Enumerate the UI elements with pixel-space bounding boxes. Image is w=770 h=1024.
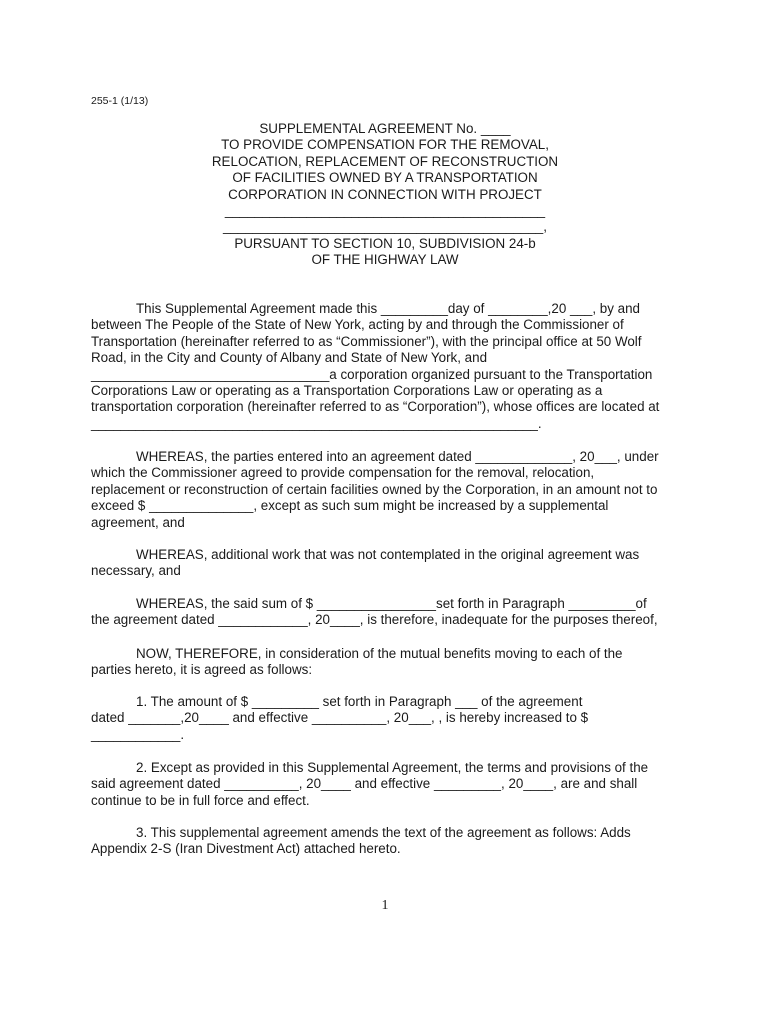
title-line: ___________________________________________, xyxy=(223,219,547,235)
title-line: OF THE HIGHWAY LAW xyxy=(311,252,459,268)
paragraph-line: NOW, THEREFORE, in consideration of the mutual benefits moving to each of the xyxy=(136,646,623,661)
paragraph-line: transportation corporation (hereinafter referred to as “Corporation”), whose offices are located at xyxy=(91,399,660,415)
clause-1-paragraph xyxy=(91,694,691,743)
paragraph-line: ____________________________________________________________. xyxy=(91,415,542,431)
clause-2-paragraph xyxy=(91,760,691,809)
form-code: 255-1 (1/13) xyxy=(91,95,149,107)
paragraph-line: Corporations Law or operating as a Transportation Corporations Law or operating as a xyxy=(91,383,603,399)
paragraph-line: 1. The amount of $ _________ set forth in Paragraph ___ of the agreement xyxy=(136,694,583,709)
title-line: SUPPLEMENTAL AGREEMENT No. ____ xyxy=(259,121,511,136)
paragraph-line: dated _______,20____ and effective __________, 20___, , is hereby increased to $ xyxy=(91,710,589,726)
paragraph-line: which the Commissioner agreed to provide compensation for the removal, relocation, xyxy=(91,465,595,481)
paragraph-line: agreement, and xyxy=(91,514,185,530)
paragraph-line: said agreement dated __________, 20____ and effective _________, 20____, are and shall xyxy=(91,776,638,792)
paragraph-line: necessary, and xyxy=(91,563,181,579)
whereas-paragraph-2 xyxy=(91,547,691,580)
title-line: OF FACILITIES OWNED BY A TRANSPORTATION xyxy=(232,170,538,186)
agreement-title xyxy=(170,121,600,269)
paragraph-line: 2. Except as provided in this Supplemental Agreement, the terms and provisions of the xyxy=(136,760,649,775)
paragraph-line: the agreement dated ____________, 20____, is therefore, inadequate for the purposes thereof, xyxy=(91,612,658,628)
paragraph-line: Appendix 2-S (Iran Divestment Act) attached hereto. xyxy=(91,841,401,857)
title-line: TO PROVIDE COMPENSATION FOR THE REMOVAL, xyxy=(221,137,549,153)
title-line: ___________________________________________ xyxy=(224,203,546,219)
title-line: PURSUANT TO SECTION 10, SUBDIVISION 24-b xyxy=(234,235,536,251)
whereas-paragraph-1 xyxy=(91,449,691,531)
paragraph-line: replacement or reconstruction of certain facilities owned by the Corporation, in an amount not to xyxy=(91,481,658,497)
whereas-paragraph-3 xyxy=(91,596,691,629)
paragraph-line: WHEREAS, additional work that was not contemplated in the original agreement was xyxy=(136,547,640,562)
paragraph-line: parties hereto, it is agreed as follows: xyxy=(91,662,313,678)
paragraph-line: 3. This supplemental agreement amends the text of the agreement as follows: Adds xyxy=(136,825,631,840)
paragraph-line: Transportation (hereinafter referred to as “Commissioner”), with the principal office at 50 Wolf xyxy=(91,333,642,349)
title-line: RELOCATION, REPLACEMENT OF RECONSTRUCTION xyxy=(211,153,559,169)
paragraph-line: continue to be in full force and effect. xyxy=(91,792,310,808)
now-therefore-paragraph xyxy=(91,646,691,679)
paragraph-line: This Supplemental Agreement made this _________day of ________,20 ___, by and xyxy=(136,301,641,316)
paragraph-line: ____________. xyxy=(91,726,185,742)
paragraph-line: exceed $ ______________, except as such sum might be increased by a supplemental xyxy=(91,498,609,514)
paragraph-line: WHEREAS, the said sum of $ ________________set forth in Paragraph _________of xyxy=(136,596,647,611)
paragraph-line: WHEREAS, the parties entered into an agreement dated _____________, 20___, under xyxy=(136,449,659,464)
page-number: 1 xyxy=(381,898,389,913)
preamble-paragraph xyxy=(91,301,691,432)
paragraph-line: Road, in the City and County of Albany and State of New York, and xyxy=(91,350,488,366)
paragraph-line: ________________________________a corporation organized pursuant to the Transportation xyxy=(91,366,653,382)
paragraph-line: between The People of the State of New York, acting by and through the Commissioner of xyxy=(91,317,624,333)
clause-3-paragraph xyxy=(91,825,691,858)
title-line: CORPORATION IN CONNECTION WITH PROJECT xyxy=(228,186,542,202)
